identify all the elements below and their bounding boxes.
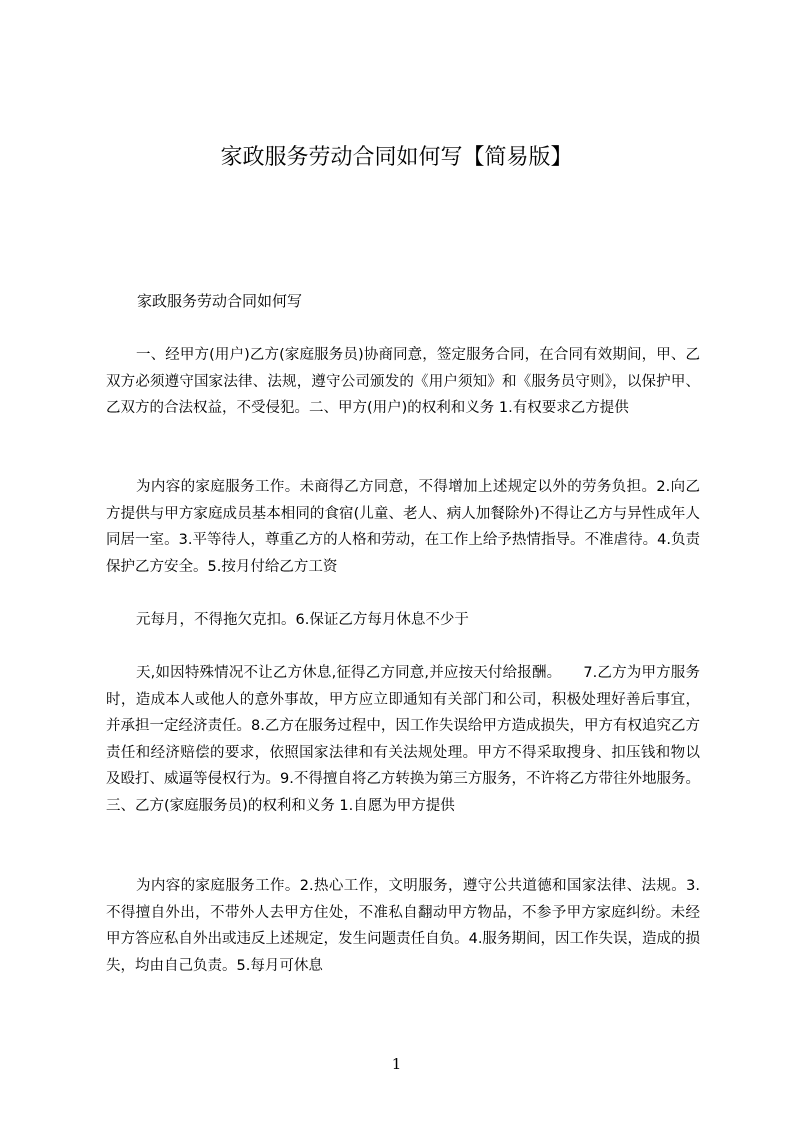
paragraph-5: 为内容的家庭服务工作。2.热心工作，文明服务，遵守公共道德和国家法律、法规。3.不得擅自外出，不带外人去甲方住处，不准私自翻动甲方物品，不参予甲方家庭纠纷。未经甲方答应私自外出或违反上述规定，发生问题责任自负。4.服务期间，因工作失误，造成的损失，均由自己负责。5.每月可休息 [106,878,700,974]
document-subheading: 家政服务劳动合同如何写 [137,292,303,310]
paragraph-3: 元每月，不得拖欠克扣。6.保证乙方每月休息不少于 [136,612,469,628]
paragraph-1: 一、经甲方(用户)乙方(家庭服务员)协商同意，签定服务合同，在合同有效期间，甲、乙双方必须遵守国家法律、法规，遵守公司颁发的《用户须知》和《服务员守则》，以保护甲、乙双方的合法权益，不受侵犯。二、甲方(用户)的权利和义务 1.有权要求乙方提供 [106,347,700,416]
paragraph-2: 为内容的家庭服务工作。未商得乙方同意，不得增加上述规定以外的劳务负担。2.向乙方提供与甲方家庭成员基本相同的食宿(儿童、老人、病人加餐除外)不得让乙方与异性成年人同居一室。3.平等待人，尊重乙方的人格和劳动，在工作上给予热情指导。不准虐待。4.负责保护乙方安全。5.按月付给乙方工资 [106,479,700,575]
document-title: 家政服务劳动合同如何写【简易版】 [220,145,573,170]
page-number: 1 [391,1055,402,1073]
paragraph-4: 天,如因特殊情况不让乙方休息,征得乙方同意,并应按天付给报酬。 7.乙方为甲方服务时，造成本人或他人的意外事故，甲方应立即通知有关部门和公司，积极处理好善后事宜，并承担一定经济责任。8.乙方在服务过程中，因工作失误给甲方造成损失，甲方有权追究乙方责任和经济赔偿的要求，依照国家法律和有关法规处理。甲方不得采取搜身、扣压钱和物以及殴打、威逼等侵权行为。9.不得擅自将乙方转换为第三方服务，不许将乙方带往外地服务。三、乙方(家庭服务员)的权利和义务 1.自愿为甲方提供 [106,665,700,814]
